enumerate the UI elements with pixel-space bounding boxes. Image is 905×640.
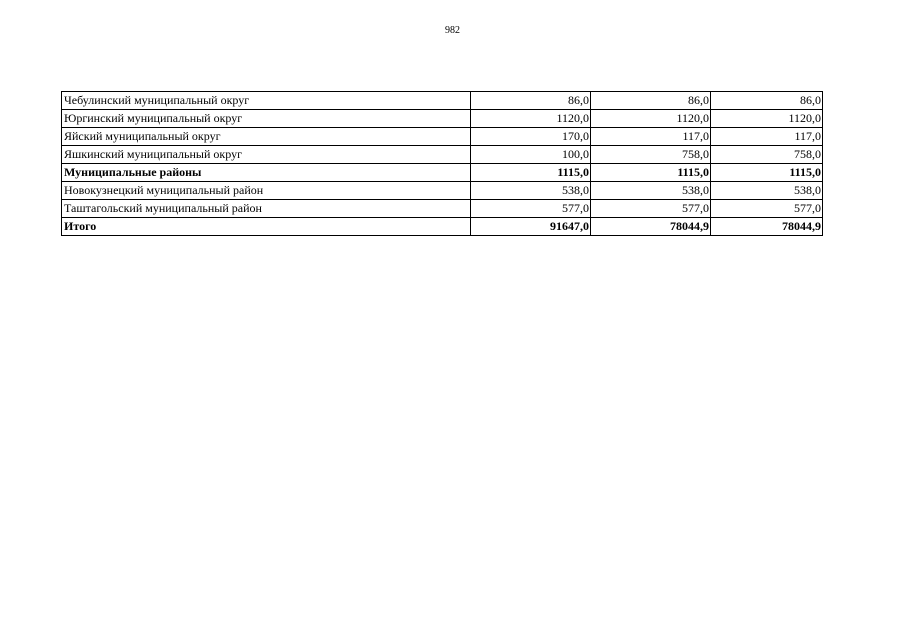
row-value-1: 91647,0: [471, 218, 591, 236]
table-row: [62, 128, 823, 146]
row-value-3: 538,0: [711, 182, 823, 200]
table-row-total: [62, 218, 823, 236]
row-value-3: 758,0: [711, 146, 823, 164]
row-name: Новокузнецкий муниципальный район: [62, 182, 471, 200]
table-row: [62, 92, 823, 110]
row-value-1: 100,0: [471, 146, 591, 164]
table-row: [62, 146, 823, 164]
row-value-2: 78044,9: [591, 218, 711, 236]
row-value-2: 86,0: [591, 92, 711, 110]
table-row: [62, 200, 823, 218]
row-name: Чебулинский муниципальный округ: [62, 92, 471, 110]
row-name: Юргинский муниципальный округ: [62, 110, 471, 128]
row-value-1: 1115,0: [471, 164, 591, 182]
row-value-1: 86,0: [471, 92, 591, 110]
row-value-1: 170,0: [471, 128, 591, 146]
row-name: Итого: [62, 218, 471, 236]
table-row-subtotal: [62, 164, 823, 182]
table-row: [62, 110, 823, 128]
row-name: Яшкинский муниципальный округ: [62, 146, 471, 164]
row-value-2: 538,0: [591, 182, 711, 200]
row-value-1: 577,0: [471, 200, 591, 218]
row-value-3: 1120,0: [711, 110, 823, 128]
row-value-2: 577,0: [591, 200, 711, 218]
row-value-3: 86,0: [711, 92, 823, 110]
row-name: Яйский муниципальный округ: [62, 128, 471, 146]
row-value-1: 538,0: [471, 182, 591, 200]
budget-table: [61, 91, 823, 236]
row-value-3: 78044,9: [711, 218, 823, 236]
row-value-2: 1115,0: [591, 164, 711, 182]
row-name: Муниципальные районы: [62, 164, 471, 182]
row-value-3: 1115,0: [711, 164, 823, 182]
row-value-2: 117,0: [591, 128, 711, 146]
row-value-3: 577,0: [711, 200, 823, 218]
row-value-3: 117,0: [711, 128, 823, 146]
table-row: [62, 182, 823, 200]
row-value-2: 758,0: [591, 146, 711, 164]
page-number: 982: [445, 25, 460, 36]
row-value-1: 1120,0: [471, 110, 591, 128]
row-name: Таштагольский муниципальный район: [62, 200, 471, 218]
row-value-2: 1120,0: [591, 110, 711, 128]
